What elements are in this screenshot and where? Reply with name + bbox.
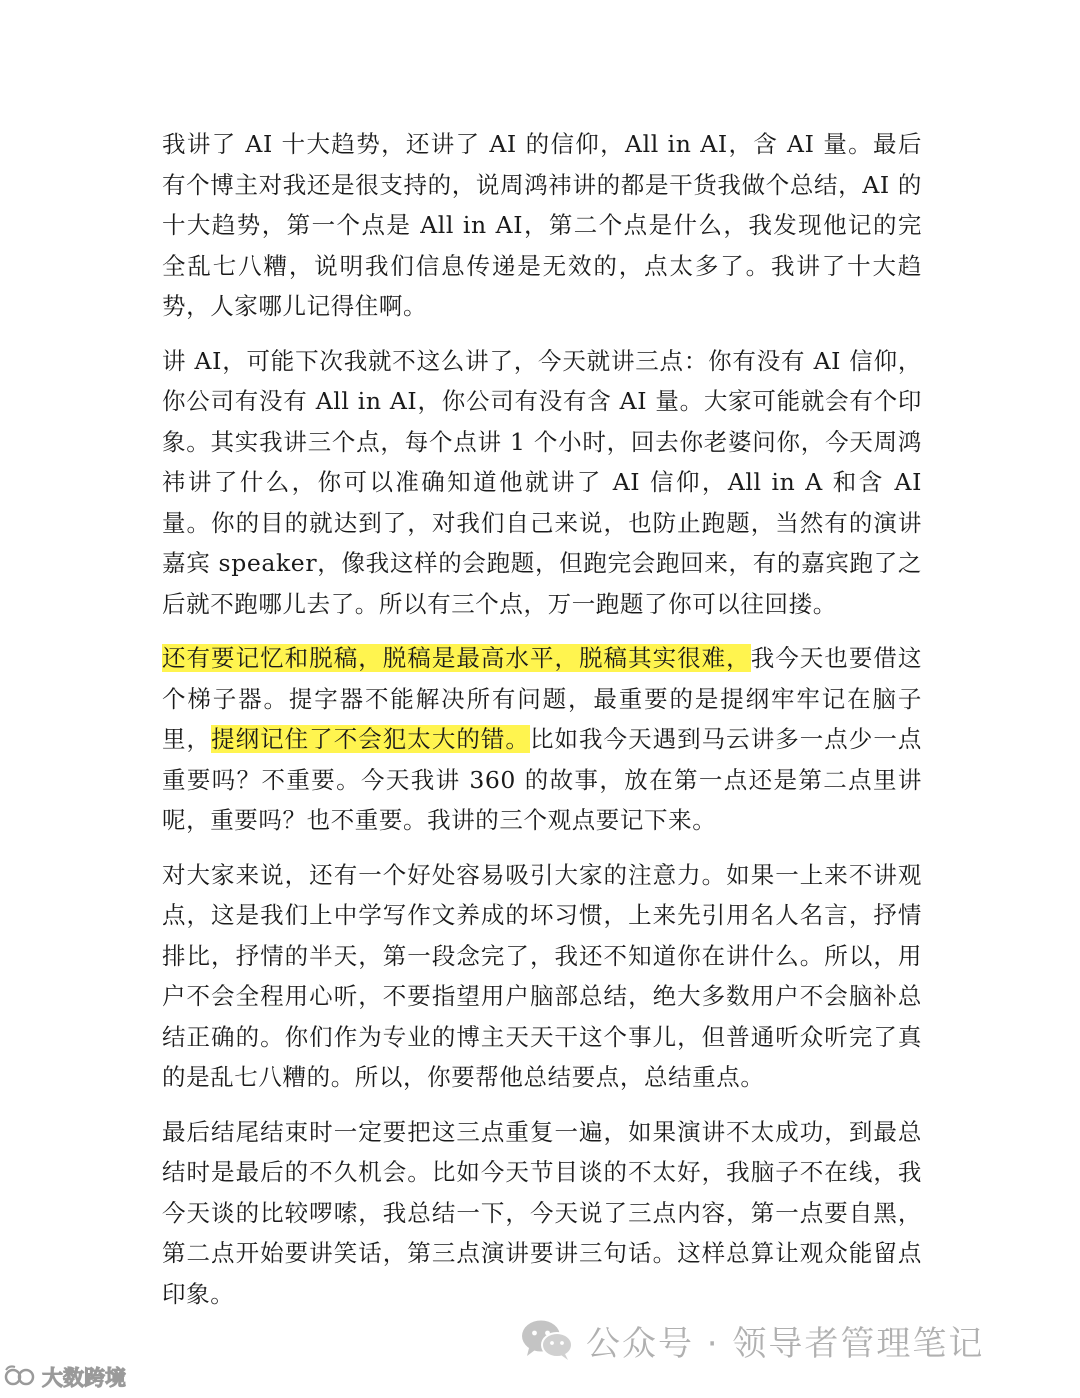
brand-logo-icon xyxy=(4,1364,38,1390)
paragraph-text: 对大家来说，还有一个好处容易吸引大家的注意力。如果一上来不讲观点，这是我们上中学写作文养成的坏习惯，上来先引用名人名言，抒情排比，抒情的半天，第一段念完了，我还不知道你在讲什么。所以，用户不会全程用心听，不要指望用户脑部总结，绝大多数用户不会脑补总结正确的。你们作为专业的博主天天干这个事儿，但普通听众听完了真的是乱七八糟的。所以，你要帮他总结要点，总结重点。 xyxy=(162,860,922,1091)
paragraph xyxy=(162,1112,922,1315)
paragraph xyxy=(162,124,922,327)
paragraph xyxy=(162,855,922,1098)
paragraph-text: 讲 AI，可能下次我就不这么讲了，今天就讲三点：你有没有 AI 信仰，你公司有没有 All in AI，你公司有没有含 AI 量。大家可能就会有个印象。其实我讲三个点，每个点讲 1 个小时，回去你老婆问你，今天周鸿祎讲了什么，你可以准确知道他就讲了 AI 信仰，All in A 和含 AI 量。你的目的就达到了，对我们自己来说，也防止跑题，当然有的演讲嘉宾 speaker，像我这样的会跑题，但跑完会跑回来，有的嘉宾跑了之后就不跑哪儿去了。所以有三个点，万一跑题了你可以往回搂。 xyxy=(162,346,922,618)
paragraph-text: 最后结尾结束时一定要把这三点重复一遍，如果演讲不太成功，到最总结时是最后的不久机会。比如今天节目谈的不太好，我脑子不在线，我今天谈的比较啰嗦，我总结一下，今天说了三点内容，第一点要自黑，第二点开始要讲笑话，第三点演讲要讲三句话。这样总算让观众能留点印象。 xyxy=(162,1117,922,1308)
corner-mark-text: 大数跨境 xyxy=(42,1366,126,1390)
document-body xyxy=(162,124,922,1328)
wechat-icon xyxy=(520,1318,574,1362)
watermark-text: 公众号 · 领导者管理笔记 xyxy=(586,1323,985,1364)
paragraph-text: 我今天也要借这个梯子器。提字器不能解决所有问题，最重要的是提纲牢牢记在脑子里， xyxy=(162,644,922,753)
paragraph xyxy=(162,638,922,841)
wechat-watermark xyxy=(520,1310,984,1370)
paragraph xyxy=(162,341,922,625)
highlighted-text: 还有要记忆和脱稿，脱稿是最高水平，脱稿其实很难， xyxy=(162,644,751,672)
highlighted-text: 提纲记住了不会犯太大的错。 xyxy=(211,725,530,753)
paragraph-text: 我讲了 AI 十大趋势，还讲了 AI 的信仰，All in AI，含 AI 量。最后有个博主对我还是很支持的，说周鸿祎讲的都是干货我做个总结，AI 的十大趋势，第一个点是 All in AI，第二个点是什么，我发现他记的完全乱七八糟，说明我们信息传递是无效的，点太多了。我讲了十大趋势，人家哪儿记得住啊。 xyxy=(162,130,922,320)
paragraph-text: 比如我今天遇到马云讲多一点少一点重要吗？不重要。今天我讲 360 的故事，放在第一点还是第二点里讲呢，重要吗？也不重要。我讲的三个观点要记下来。 xyxy=(162,725,922,834)
corner-watermark xyxy=(4,1362,126,1392)
